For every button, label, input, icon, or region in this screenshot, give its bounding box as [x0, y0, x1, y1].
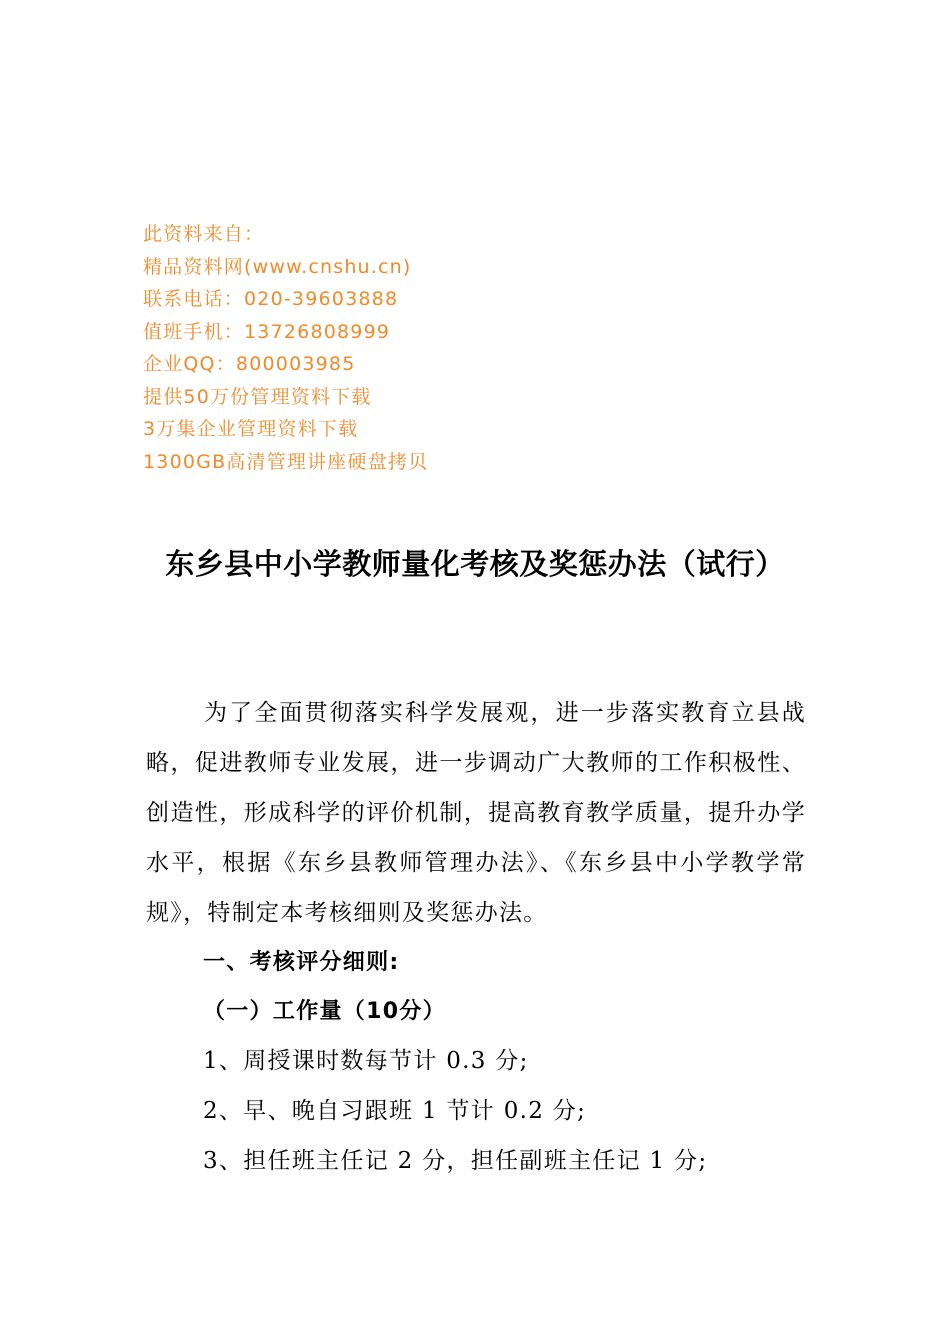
- document-title: 东乡县中小学教师量化考核及奖惩办法（试行）: [165, 547, 785, 581]
- source-info-block: [143, 218, 663, 478]
- source-line-website: 精品资料网(www.cnshu.cn): [143, 255, 412, 278]
- source-line-phone: 联系电话：020-39603888: [143, 288, 399, 310]
- source-line-offer-1: 提供50万份管理资料下载: [143, 385, 372, 408]
- list-item: 2、早、晚自习跟班 1 节计 0.2 分;: [203, 1098, 587, 1124]
- source-line-offer-3: 1300GB高清管理讲座硬盘拷贝: [143, 450, 429, 473]
- source-line-offer-2: 3万集企业管理资料下载: [143, 418, 359, 440]
- list-item: 1、周授课时数每节计 0.3 分;: [203, 1048, 529, 1074]
- intro-paragraph: 为了全面贯彻落实科学发展观，进一步落实教育立县战略，促进教师专业发展，进一步调动广大教师的工作积极性、创造性，形成科学的评价机制，提高教育教学质量，提升办学水平，根据《东乡县教师管理办法》、《东乡县中小学教学常规》，特制定本考核细则及奖惩办法。: [146, 700, 806, 926]
- subsection-heading: （一）工作量（10分）: [203, 999, 446, 1024]
- section-heading: 一、考核评分细则:: [203, 950, 400, 975]
- source-line-qq: 企业QQ：800003985: [143, 353, 356, 375]
- source-line-from: 此资料来自：: [143, 223, 265, 245]
- source-line-mobile: 值班手机：13726808999: [143, 320, 391, 343]
- list-item: 3、担任班主任记 2 分，担任副班主任记 1 分;: [203, 1148, 708, 1174]
